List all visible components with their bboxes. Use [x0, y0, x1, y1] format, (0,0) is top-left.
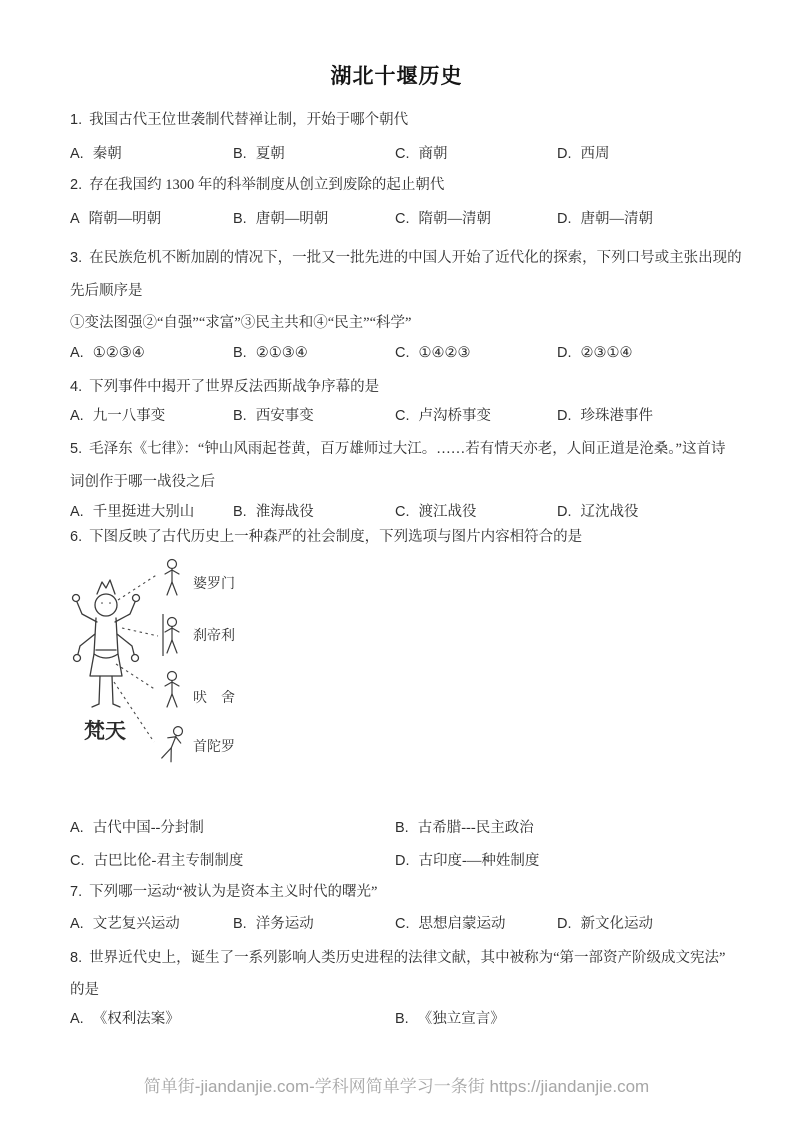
question-3-text-line3: ①变法图强②“自强”“求富”③民主共和④“民主”“科学” [70, 315, 412, 331]
option-letter: A. [70, 820, 84, 836]
question-5-text-line1: 毛泽东《七律》：“钟山风雨起苍黄，百万雄师过大江。……若有情天亦老，人间正道是沧桑。”这首诗 [89, 441, 726, 457]
question-5 [70, 439, 725, 459]
question-3-continuation [70, 281, 143, 301]
option-text: 唐朝—清朝 [580, 211, 653, 227]
option-letter: D. [557, 146, 572, 162]
option-letter: D. [557, 345, 572, 361]
option-b [233, 345, 308, 362]
option-c [395, 142, 448, 163]
option-letter: A. [70, 504, 84, 520]
question-6-options-row-2 [70, 849, 770, 869]
option-text: 古印度-—种姓制度 [418, 853, 540, 869]
option-text: 隋朝—清朝 [418, 211, 491, 227]
option-letter: A. [70, 146, 84, 162]
option-a [70, 404, 165, 425]
option-letter: A. [70, 345, 84, 361]
option-letter: A [70, 211, 80, 227]
question-5-continuation [70, 472, 215, 492]
question-4 [70, 377, 379, 397]
option-text: 古巴比伦-君主专制制度 [93, 853, 244, 869]
option-letter: D. [557, 916, 572, 932]
question-3-options [70, 345, 770, 365]
option-text: 九一八事变 [92, 408, 166, 424]
option-letter: C. [395, 146, 410, 162]
option-text: 商朝 [418, 146, 448, 162]
option-letter: B. [233, 345, 247, 361]
option-d [395, 849, 539, 870]
option-text: ①④②③ [418, 345, 471, 361]
question-6-text: 下图反映了古代历史上一种森严的社会制度，下列选项与图片内容相符合的是 [89, 529, 583, 545]
option-letter: A. [70, 408, 84, 424]
option-d [557, 404, 653, 425]
option-text: 辽沈战役 [580, 504, 639, 520]
caste-connection-lines [114, 574, 158, 742]
vaishya-figure [165, 672, 179, 708]
question-6-number: 6. [70, 529, 83, 545]
brahma-figure [73, 580, 140, 707]
question-5-number: 5. [70, 441, 83, 457]
question-3-text-line2: 先后顺序是 [70, 283, 143, 299]
question-4-text: 下列事件中揭开了世界反法西斯战争序幕的是 [89, 379, 380, 395]
question-3-number: 3. [70, 250, 83, 266]
question-8-text-line1: 世界近代史上，诞生了一系列影响人类历史进程的法律文献，其中被称为“第一部资产阶级成文宪法” [89, 950, 726, 966]
option-text: 珍珠港事件 [580, 408, 653, 424]
option-text: 思想启蒙运动 [418, 916, 506, 932]
option-letter: B. [233, 504, 247, 520]
option-letter: C. [70, 853, 85, 869]
question-8-text-line2: 的是 [70, 982, 99, 998]
question-3-items [70, 313, 412, 333]
question-4-number: 4. [70, 379, 83, 395]
option-a [70, 912, 180, 933]
option-text: ②③①④ [580, 345, 633, 361]
option-c [395, 207, 491, 228]
option-text: 唐朝—明朝 [255, 211, 329, 227]
option-text: 隋朝—明朝 [88, 211, 162, 227]
option-letter: D. [557, 408, 572, 424]
option-b [233, 142, 285, 163]
option-text: 文艺复兴运动 [92, 916, 180, 932]
question-1-text: 我国古代王位世袭制代替禅让制，开始于哪个朝代 [89, 112, 409, 128]
option-c [395, 500, 477, 521]
option-text: 洋务运动 [255, 916, 314, 932]
option-letter: B. [233, 146, 247, 162]
site-watermark: 简单街-jiandanjie.com-学科网简单学习一条街 https://jiandanjie.com [143, 1077, 650, 1096]
option-c [395, 912, 506, 933]
caste-label-brahmin: 婆罗门 [193, 577, 235, 592]
option-text: 渡江战役 [418, 504, 477, 520]
caste-system-illustration [56, 552, 331, 774]
question-7-number: 7. [70, 884, 83, 900]
question-2 [70, 175, 444, 195]
option-d [557, 500, 639, 521]
page-title: 湖北十堰历史 [330, 64, 463, 88]
option-text: 《独立宣言》 [417, 1011, 505, 1027]
option-b [233, 912, 314, 933]
option-text: 夏朝 [255, 146, 285, 162]
question-2-text: 存在我国约 1300 年的科举制度从创立到废除的起止朝代 [89, 177, 445, 193]
option-a [70, 1007, 180, 1028]
option-letter: D. [557, 504, 572, 520]
option-letter: B. [233, 211, 247, 227]
option-letter: B. [395, 820, 409, 836]
option-b [233, 404, 314, 425]
option-b [233, 500, 314, 521]
option-text: 千里挺进大别山 [92, 504, 195, 520]
option-a [70, 816, 204, 837]
question-3-text-line1: 在民族危机不断加剧的情况下，一批又一批先进的中国人开始了近代化的探索，下列口号或主张出现的 [89, 250, 742, 266]
question-2-options [70, 207, 770, 227]
option-letter: D. [395, 853, 410, 869]
option-a [70, 207, 161, 228]
option-c [70, 849, 243, 870]
question-2-number: 2. [70, 177, 83, 193]
option-text: 古代中国--分封制 [92, 820, 204, 836]
option-text: 淮海战役 [255, 504, 314, 520]
question-5-options [70, 500, 770, 520]
question-1-number: 1. [70, 112, 83, 128]
option-text: ①②③④ [92, 345, 145, 361]
option-text: ②①③④ [255, 345, 308, 361]
question-8-continuation [70, 980, 99, 1000]
brahmin-figure [165, 560, 179, 596]
question-8 [70, 948, 725, 968]
option-letter: B. [395, 1011, 409, 1027]
option-letter: C. [395, 211, 410, 227]
option-letter: C. [395, 408, 410, 424]
option-d [557, 207, 653, 228]
option-a [70, 345, 145, 362]
question-3 [70, 248, 742, 268]
option-letter: B. [233, 408, 247, 424]
shudra-figure [160, 724, 186, 762]
option-letter: C. [395, 916, 410, 932]
question-8-options [70, 1007, 770, 1027]
option-text: 西周 [580, 146, 610, 162]
option-c [395, 345, 471, 362]
option-letter: B. [233, 916, 247, 932]
option-text: 卢沟桥事变 [418, 408, 491, 424]
option-d [557, 142, 610, 163]
option-letter: C. [395, 345, 410, 361]
question-7 [70, 882, 377, 902]
option-d [557, 912, 653, 933]
option-text: 秦朝 [92, 146, 122, 162]
caste-label-kshatriya: 刹帝利 [193, 629, 235, 644]
option-text: 新文化运动 [580, 916, 653, 932]
option-a [70, 500, 194, 521]
question-8-number: 8. [70, 950, 83, 966]
question-7-options [70, 912, 770, 932]
question-1 [70, 110, 408, 130]
question-7-text: 下列哪一运动“被认为是资本主义时代的曙光” [89, 884, 378, 900]
option-letter: A. [70, 916, 84, 932]
option-text: 《权利法案》 [92, 1011, 180, 1027]
option-text: 西安事变 [255, 408, 314, 424]
option-b [395, 1007, 505, 1028]
question-5-text-line2: 词创作于哪一战役之后 [70, 474, 215, 490]
option-letter: D. [557, 211, 572, 227]
option-b [233, 207, 328, 228]
caste-label-vaishya: 吠 舍 [193, 691, 235, 706]
kshatriya-figure [163, 614, 179, 656]
question-1-options [70, 142, 770, 162]
question-6-options-row-1 [70, 816, 770, 836]
option-a [70, 142, 122, 163]
option-text: 古希腊---民主政治 [417, 820, 534, 836]
deity-label: 梵天 [84, 719, 126, 743]
option-d [557, 345, 633, 362]
option-letter: A. [70, 1011, 84, 1027]
question-6 [70, 527, 582, 547]
option-c [395, 404, 491, 425]
option-b [395, 816, 534, 837]
question-4-options [70, 404, 770, 424]
option-letter: C. [395, 504, 410, 520]
caste-label-shudra: 首陀罗 [193, 740, 235, 755]
